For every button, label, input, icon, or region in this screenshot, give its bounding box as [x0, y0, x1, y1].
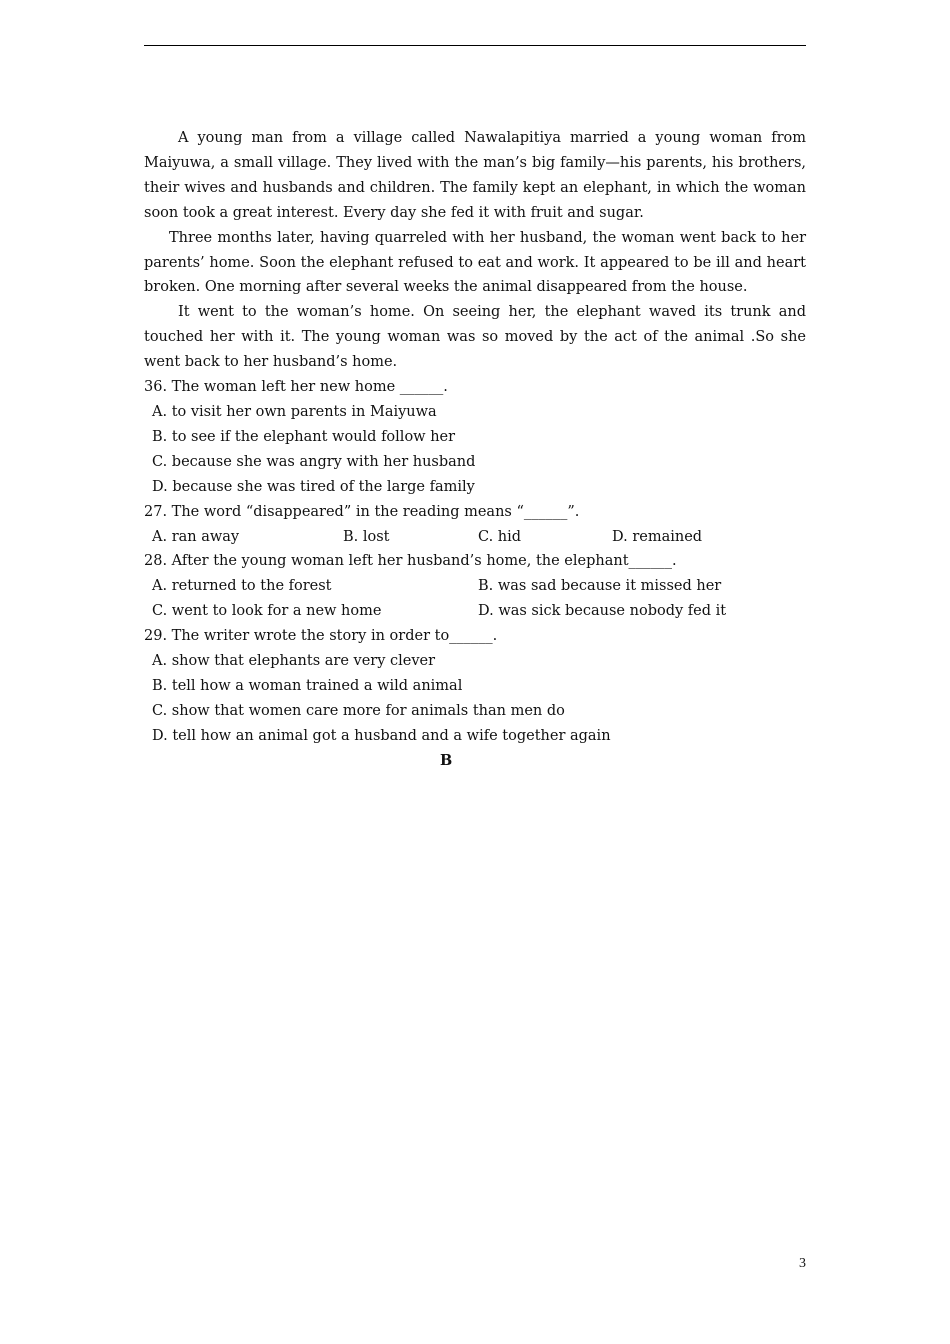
question-stem: 28. After the young woman left her husband’s home, the elephant______.: [144, 553, 677, 570]
question-stem: 36. The woman left her new home ______.: [144, 379, 448, 396]
section-label: B: [440, 751, 453, 769]
option-b: B. to see if the elephant would follow her: [152, 428, 456, 445]
option-d: D. tell how an animal got a husband and a wife together again: [152, 727, 611, 744]
question-29: [144, 624, 806, 749]
option-c: C. show that women care more for animals than men do: [152, 702, 565, 719]
option-row: [144, 574, 806, 599]
question-stem: 27. The word “disappeared” in the reading means “______”.: [144, 503, 580, 520]
option-d: D. was sick because nobody fed it: [478, 603, 727, 620]
header-rule: [144, 45, 806, 46]
option-c: C. hid: [478, 528, 522, 545]
question-36: [144, 375, 806, 500]
option-b: B. lost: [343, 528, 390, 545]
document-body: [144, 126, 806, 774]
option-row: [144, 525, 806, 550]
option-d: D. remained: [612, 528, 703, 545]
passage-paragraph-3: It went to the woman’s home. On seeing her, the elephant waved its trunk and touched her with it. The young woman was so moved by the act of the animal .So she went back to her husband’s home.: [144, 304, 806, 371]
passage-paragraph-2: Three months later, having quarreled with her husband, the woman went back to her parents’ home. Soon the elephant refused to eat and work. It appeared to be ill and heart broken. One morning after several weeks the animal disappeared from the house.: [144, 229, 806, 296]
option-a: A. ran away: [152, 528, 240, 545]
option-b: B. tell how a woman trained a wild animal: [152, 677, 463, 694]
option-a: A. show that elephants are very clever: [152, 652, 436, 669]
option-b: B. was sad because it missed her: [478, 578, 722, 595]
option-c: C. went to look for a new home: [152, 603, 382, 620]
question-27: [144, 500, 806, 550]
question-28: [144, 549, 806, 624]
option-c: C. because she was angry with her husband: [152, 453, 476, 470]
page-number: 3: [799, 1256, 806, 1271]
option-a: A. to visit her own parents in Maiyuwa: [152, 403, 437, 420]
option-row: [144, 599, 806, 624]
option-d: D. because she was tired of the large family: [152, 478, 475, 495]
option-a: A. returned to the forest: [152, 578, 332, 595]
passage-paragraph-1: A young man from a village called Nawalapitiya married a young woman from Maiyuwa, a small village. They lived with the man’s big family—his parents, his brothers, their wives and husbands and children. The family kept an elephant, in which the woman soon took a great interest. Every day she fed it with fruit and sugar.: [144, 130, 806, 221]
question-stem: 29. The writer wrote the story in order to______.: [144, 628, 498, 645]
